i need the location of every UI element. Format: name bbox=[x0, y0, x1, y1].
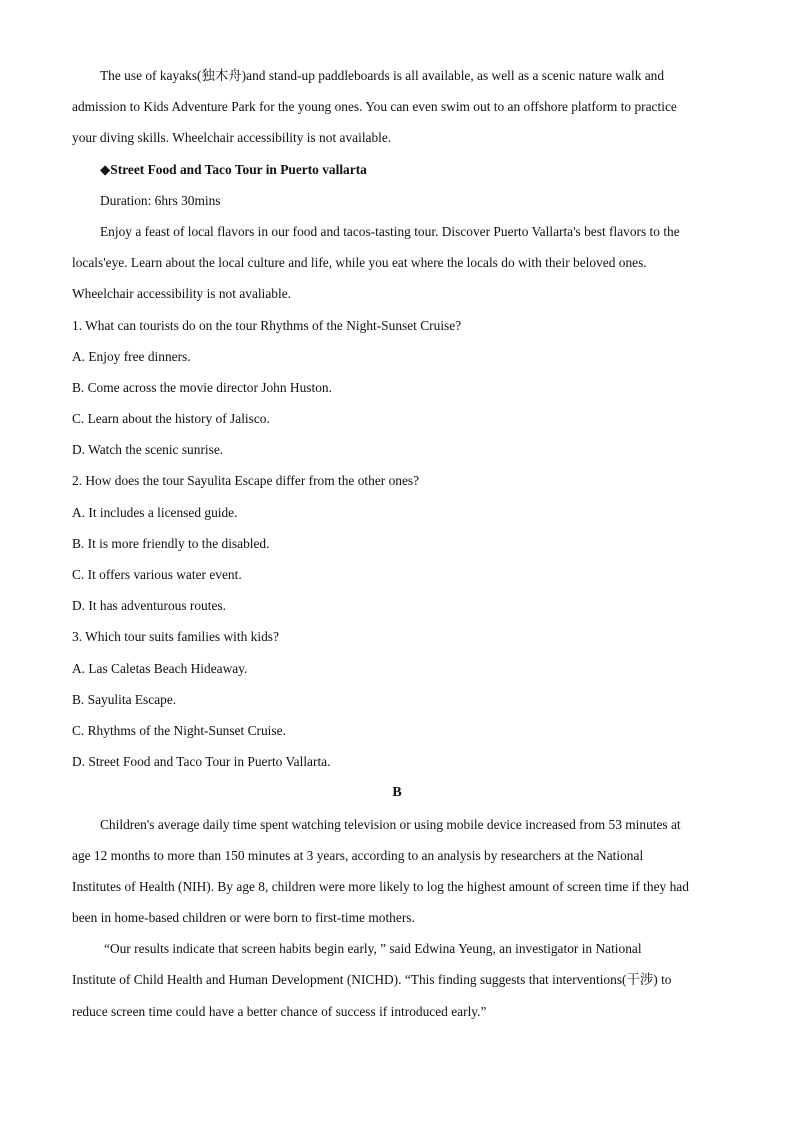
option-b: B. Sayulita Escape. bbox=[72, 691, 177, 707]
option-d: D. It has adventurous routes. bbox=[72, 598, 226, 614]
option-a: A. Enjoy free dinners. bbox=[72, 348, 191, 364]
text-line: Enjoy a feast of local flavors in our food and tacos-tasting tour. Discover Puerto Vallarta's best flavors to the bbox=[100, 223, 680, 239]
section-heading: B bbox=[392, 785, 402, 801]
question-3 bbox=[72, 621, 722, 777]
option-a: A. It includes a licensed guide. bbox=[72, 504, 238, 520]
option-a: A. Las Caletas Beach Hideaway. bbox=[72, 660, 248, 676]
text-line: locals'eye. Learn about the local culture and life, while you eat where the locals do with their beloved ones. bbox=[72, 255, 647, 271]
section-b-paragraph-1 bbox=[72, 809, 722, 934]
text-line: been in home-based children or were born to first-time mothers. bbox=[72, 910, 415, 926]
option-b: B. It is more friendly to the disabled. bbox=[72, 535, 270, 551]
question-1 bbox=[72, 310, 722, 466]
tour-title: ◆Street Food and Taco Tour in Puerto vallarta bbox=[100, 161, 367, 177]
text-line: Institute of Child Health and Human Development (NICHD). “This finding suggests that interventions(干涉) to bbox=[72, 972, 672, 988]
option-b: B. Come across the movie director John Huston. bbox=[72, 379, 332, 395]
tour-duration: Duration: 6hrs 30mins bbox=[100, 192, 221, 208]
kayaks-paragraph bbox=[72, 60, 722, 154]
text-line: reduce screen time could have a better chance of success if introduced early.” bbox=[72, 1003, 487, 1019]
section-b-paragraph-2 bbox=[72, 933, 722, 1027]
option-d: D. Street Food and Taco Tour in Puerto Vallarta. bbox=[72, 754, 331, 770]
question-stem: 1. What can tourists do on the tour Rhythms of the Night-Sunset Cruise? bbox=[72, 317, 462, 333]
document-page bbox=[72, 60, 722, 1027]
text-line: Institutes of Health (NIH). By age 8, children were more likely to log the highest amount of screen time if they had bbox=[72, 878, 689, 894]
text-line: admission to Kids Adventure Park for the young ones. You can even swim out to an offshore platform to practice bbox=[72, 99, 677, 115]
text-line: Children's average daily time spent watching television or using mobile device increased from 53 minutes at bbox=[100, 816, 681, 832]
option-c: C. Rhythms of the Night-Sunset Cruise. bbox=[72, 722, 286, 738]
option-c: C. It offers various water event. bbox=[72, 567, 242, 582]
question-2 bbox=[72, 465, 722, 621]
text-line: “Our results indicate that screen habits begin early, ” said Edwina Yeung, an investigator in National bbox=[104, 941, 642, 957]
question-stem: 3. Which tour suits families with kids? bbox=[72, 629, 279, 645]
tour-street-food bbox=[72, 154, 722, 310]
text-line: your diving skills. Wheelchair accessibility is not available. bbox=[72, 130, 392, 146]
question-stem: 2. How does the tour Sayulita Escape differ from the other ones? bbox=[72, 473, 420, 489]
option-c: C. Learn about the history of Jalisco. bbox=[72, 411, 270, 427]
text-line: The use of kayaks(独木舟)and stand-up paddleboards is all available, as well as a scenic nature walk and bbox=[100, 68, 665, 83]
text-line: age 12 months to more than 150 minutes at 3 years, according to an analysis by researchers at the National bbox=[72, 847, 644, 863]
option-d: D. Watch the scenic sunrise. bbox=[72, 442, 224, 458]
text-line: Wheelchair accessibility is not avaliable. bbox=[72, 286, 291, 302]
